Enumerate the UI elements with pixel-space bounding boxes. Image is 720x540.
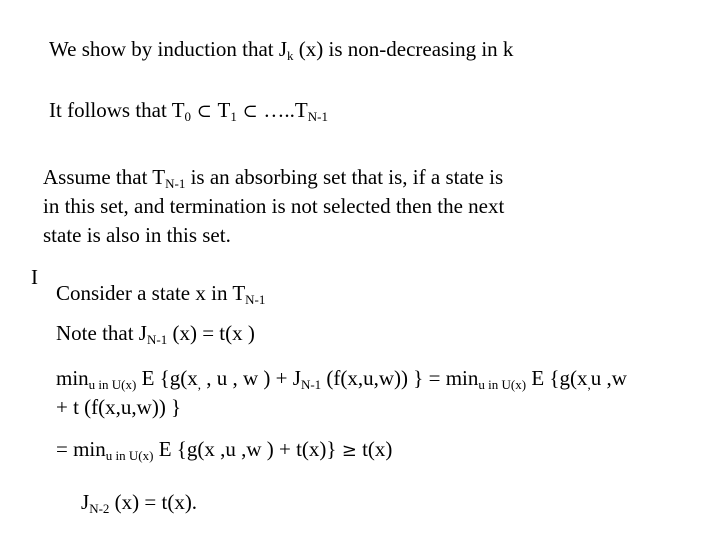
subscript: N-1 [146, 332, 168, 347]
text: It follows that T [49, 98, 185, 122]
assume-line-3: state is also in this set. [43, 223, 231, 247]
subset-symbol: ⊂ [191, 101, 218, 122]
text: Consider a state x in T [56, 281, 246, 305]
subscript: N-1 [300, 377, 322, 392]
consider-line [56, 280, 265, 306]
subscript: N-1 [165, 176, 186, 191]
text: Assume that T [43, 165, 166, 189]
follows-line [49, 97, 328, 125]
subscript: N-2 [89, 501, 110, 516]
text: J [81, 490, 90, 514]
text: T [217, 98, 231, 122]
text: (x) = t(x). [109, 490, 198, 514]
subscript: , [197, 377, 201, 392]
text: E {g(x [526, 366, 588, 390]
assume-line-1 [43, 164, 503, 190]
text: …..T [263, 98, 308, 122]
text: (f(x,u,w)) } = min [321, 366, 479, 390]
text: We show by induction that J [49, 37, 288, 61]
subset-symbol: ⊂ [236, 101, 264, 122]
equation-line-1-cont: + t (f(x,u,w)) } [56, 395, 182, 419]
text: E {g(x [136, 366, 198, 390]
subscript: N-1 [245, 292, 266, 307]
text: (x) = t(x ) [167, 321, 255, 345]
text: is an absorbing set that is, if a state is [185, 165, 504, 189]
induction-line [49, 36, 513, 62]
subscript: u in U(x) [478, 377, 527, 392]
subscript: u in U(x) [88, 377, 137, 392]
note-line [56, 320, 255, 346]
text: E {g(x ,u ,w ) + t(x)} [153, 437, 342, 461]
text: = min [56, 437, 106, 461]
text: (x) is non-decreasing in k [293, 37, 514, 61]
bullet-marker: I [31, 265, 38, 289]
equation-line-2 [56, 436, 392, 464]
subscript: 1 [230, 109, 237, 124]
conclusion-line [81, 489, 197, 515]
subscript: u in U(x) [105, 448, 154, 463]
text: , u , w ) + J [201, 366, 301, 390]
geq-symbol: ≥ [341, 440, 357, 461]
assume-line-2: in this set, and termination is not selected then the next [43, 194, 505, 218]
subscript: , [587, 377, 591, 392]
equation-line-1 [56, 365, 627, 391]
subscript: N-1 [307, 109, 328, 124]
text: u ,w [590, 366, 627, 390]
text: Note that J [56, 321, 147, 345]
subscript: k [287, 48, 294, 63]
text: t(x) [356, 437, 393, 461]
subscript: 0 [184, 109, 192, 124]
text: min [56, 366, 89, 390]
